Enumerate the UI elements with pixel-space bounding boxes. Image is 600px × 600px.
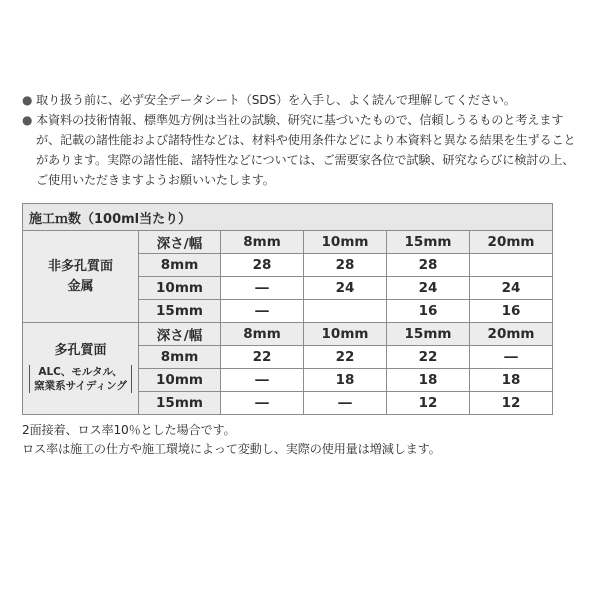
bullet-icon: ● (22, 113, 33, 127)
row-depth: 8mm (139, 254, 221, 277)
table-cell: 22 (221, 346, 304, 369)
table-cell: 18 (387, 369, 470, 392)
group-label-nonporous (23, 231, 139, 323)
header-col: 10mm (304, 231, 387, 254)
group-sub-label-line: 窯業系サイディング (34, 380, 127, 392)
group-label-line: 非多孔質面 (47, 258, 113, 274)
table-cell: 28 (387, 254, 470, 277)
header-col: 15mm (387, 231, 470, 254)
table-cell: ― (470, 346, 553, 369)
header-depth-width: 深さ/幅 (139, 231, 221, 254)
header-col: 15mm (387, 323, 470, 346)
table-cell: 24 (387, 277, 470, 300)
row-depth: 15mm (139, 392, 221, 415)
group-sub-label (29, 365, 132, 393)
header-col: 10mm (304, 323, 387, 346)
table-cell: 16 (470, 300, 553, 323)
footer-line: ロス率は施工の仕方や施工環境によって変動し、実際の使用量は増減します。 (22, 442, 441, 456)
table-cell: ― (221, 277, 304, 300)
table-cell: ― (304, 392, 387, 415)
footer-notes (22, 421, 582, 459)
table-row (23, 323, 553, 346)
header-col: 20mm (470, 323, 553, 346)
table-cell: 28 (304, 254, 387, 277)
table-cell: 24 (470, 277, 553, 300)
table-cell: 12 (470, 392, 553, 415)
group-label-line: 多孔質面 (54, 343, 107, 358)
table-cell: 28 (221, 254, 304, 277)
table-cell (304, 300, 387, 323)
table-cell: ― (221, 300, 304, 323)
table-cell: 24 (304, 277, 387, 300)
header-col: 8mm (221, 323, 304, 346)
coverage-table (22, 203, 553, 415)
table-cell: 16 (387, 300, 470, 323)
table-cell: 12 (387, 392, 470, 415)
group-label-line: 金属 (67, 278, 94, 294)
row-depth: 8mm (139, 346, 221, 369)
note-text: 本資料の技術情報、標準処方例は当社の試験、研究に基づいたもので、信頼しうるものと考えますが、記載の諸性能および諸特性などは、材料や使用条件などにより本資料と異なる結果を生ずることがあります。実際の諸性能、諸特性などについては、ご需要家各位で試験、研究ならびに検討の上、ご使用いただきますようお願いいたします。 (36, 113, 576, 187)
header-depth-width: 深さ/幅 (139, 323, 221, 346)
table-cell (470, 254, 553, 277)
table-cell: 22 (304, 346, 387, 369)
note-text: 取り扱う前に、必ず安全データシート（SDS）を入手し、よく読んで理解してください。 (36, 93, 516, 107)
notes-section (22, 90, 582, 190)
table-cell: ― (221, 392, 304, 415)
table-title: 施工ｍ数（100ml当たり） (23, 204, 553, 231)
header-col: 20mm (470, 231, 553, 254)
table-row (23, 231, 553, 254)
header-col: 8mm (221, 231, 304, 254)
row-depth: 15mm (139, 300, 221, 323)
bullet-icon: ● (22, 93, 33, 107)
table-title-row (23, 204, 553, 231)
table-cell: 22 (387, 346, 470, 369)
row-depth: 10mm (139, 369, 221, 392)
table-cell: 18 (470, 369, 553, 392)
group-sub-label-line: ALC、モルタル、 (38, 366, 123, 378)
row-depth: 10mm (139, 277, 221, 300)
table-cell: ― (221, 369, 304, 392)
group-label-porous (23, 323, 139, 415)
table-cell: 18 (304, 369, 387, 392)
note-item (22, 110, 582, 190)
note-item (22, 90, 582, 110)
footer-line: 2面接着、ロス率10％とした場合です。 (22, 423, 236, 437)
